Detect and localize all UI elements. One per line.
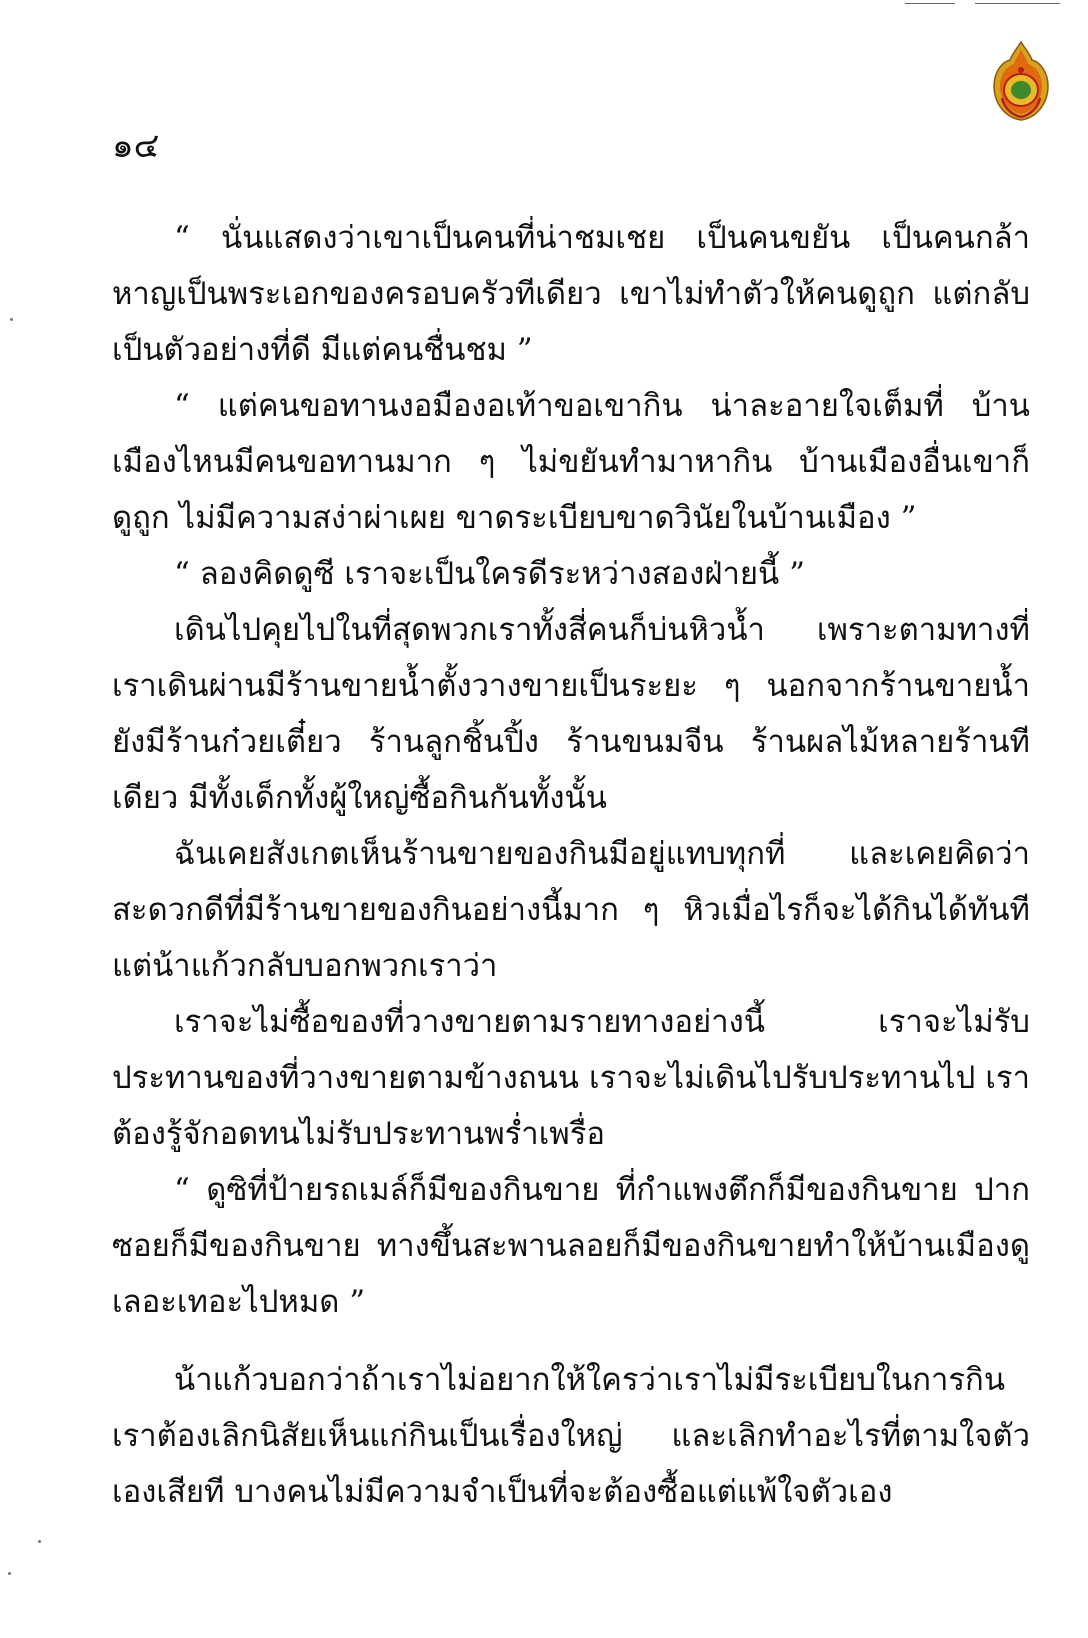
document-body xyxy=(112,210,1030,1520)
scan-top-rule xyxy=(905,3,955,4)
paragraph-2: “ แต่คนขอทานงอมืองอเท้าขอเขากิน น่าละอายใจเต็มที่ บ้านเมืองไหนมีคนขอทานมาก ๆ ไม่ขยันทำมาหากิน บ้านเมืองอื่นเขาก็ดูถูก ไม่มีความสง่าผ่าเผย ขาดระเบียบขาดวินัยในบ้านเมือง ” xyxy=(112,388,1030,536)
paragraph-8: น้าแก้วบอกว่าถ้าเราไม่อยากให้ใครว่าเราไม่มีระเบียบในการกินเราต้องเลิกนิสัยเห็นแก่กินเป็นเรื่องใหญ่ และเลิกทำอะไรที่ตามใจตัวเองเสียที บางคนไม่มีความจำเป็นที่จะต้องซื้อแต่แพ้ใจตัวเอง xyxy=(112,1362,1030,1510)
scan-speck xyxy=(10,318,13,321)
paragraph-3: “ ลองคิดดูซี เราจะเป็นใครดีระหว่างสองฝ่ายนี้ ” xyxy=(174,556,805,592)
emblem-center-core xyxy=(1011,81,1031,99)
paragraph-5: ฉันเคยสังเกตเห็นร้านขายของกินมีอยู่แทบทุกที่ และเคยคิดว่าสะดวกดีที่มีร้านขายของกินอย่างนี้มาก ๆ หิวเมื่อไรก็จะได้กินได้ทันที แต่น้าแก้วกลับบอกพวกเราว่า xyxy=(112,836,1030,984)
page-number: ๑๔ xyxy=(112,126,160,166)
scan-speck xyxy=(8,1572,11,1575)
scan-speck xyxy=(38,1540,41,1543)
paragraph-6: เราจะไม่ซื้อของที่วางขายตามรายทางอย่างนี้ เราจะไม่รับประทานของที่วางขายตามข้างถนน เราจะไม่เดินไปรับประทานไป เราต้องรู้จักอดทนไม่รับประทานพร่ำเพรื่อ xyxy=(112,1004,1030,1152)
paragraph-4: เดินไปคุยไปในที่สุดพวกเราทั้งสี่คนก็บ่นหิวน้ำ เพราะตามทางที่เราเดินผ่านมีร้านขายน้ำตั้งวางขายเป็นระยะ ๆ นอกจากร้านขายน้ำยังมีร้านก๋วยเตี๋ยว ร้านลูกชิ้นปิ้ง ร้านขนมจีน ร้านผลไม้หลายร้านทีเดียว มีทั้งเด็กทั้งผู้ใหญ่ซื้อกินกันทั้งนั้น xyxy=(112,612,1030,816)
paragraph-1: “ นั่นแสดงว่าเขาเป็นคนที่น่าชมเชย เป็นคนขยัน เป็นคนกล้าหาญเป็นพระเอกของครอบครัวทีเดียว เขาไม่ทำตัวให้คนดูถูก แต่กลับเป็นตัวอย่างที่ดี มีแต่คนชื่นชม ” xyxy=(112,220,1030,368)
paragraph-7: “ ดูซิที่ป้ายรถเมล์ก็มีของกินขาย ที่กำแพงตึกก็มีของกินขาย ปากซอยก็มีของกินขาย ทางขึ้นสะพานลอยก็มีของกินขายทำให้บ้านเมืองดูเลอะเทอะไปหมด ” xyxy=(112,1172,1030,1320)
scan-top-rule xyxy=(975,3,1060,4)
emblem-top-jewel xyxy=(1018,67,1024,73)
school-crest-emblem-icon xyxy=(990,40,1052,122)
